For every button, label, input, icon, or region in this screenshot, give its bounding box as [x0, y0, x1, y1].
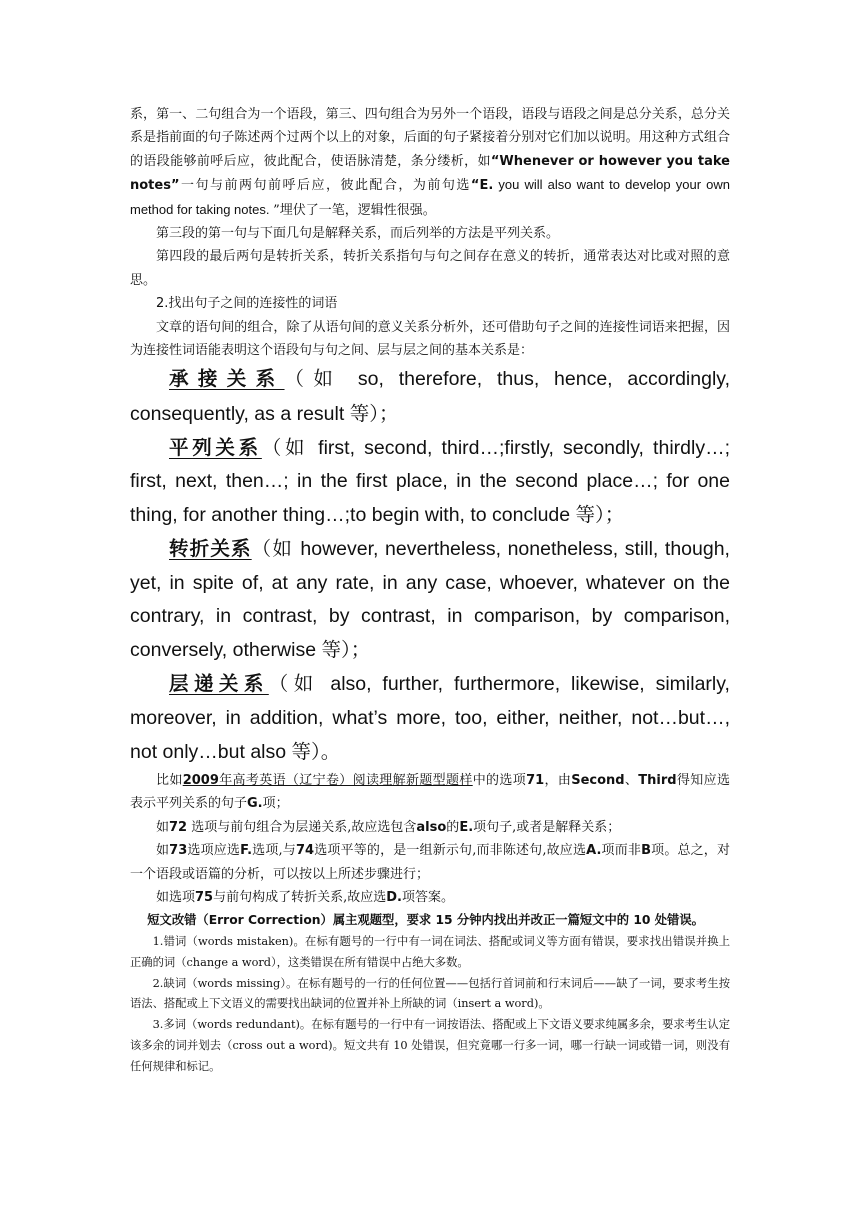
text: （如 [268, 672, 331, 696]
relation-words: also, further, furthermore, likewise, similarly, moreover, in addition, what’s more, too, either, neither, not…but…, not only…but also [130, 673, 730, 763]
relation-contrast [130, 532, 730, 667]
option-letter: G. [247, 796, 263, 812]
paragraph-intro [130, 103, 730, 222]
text: 等）； [575, 503, 625, 527]
error-type-redundant: 3.多词（words redundant)。在标有题号的一行中有一词按语法、搭配或上下文语义要求纯属多余，要求考生认定该多余的词并划去（cross out a word)。短文共有 10 处错误，但究竟哪一行多一词，哪一行缺一词或错一词，则没有任何规律和标记。 [130, 1018, 730, 1073]
quote-whenever: “Whenever or however you take notes” [130, 153, 730, 194]
example-73 [130, 839, 730, 886]
option-letter: D. [386, 889, 402, 905]
exam-title: 年高考英语（辽宁卷）阅读理解新题型题样 [218, 772, 473, 788]
text: 选项,与 [252, 843, 296, 859]
text: 中的选项 [472, 772, 527, 788]
text: （如 [251, 537, 301, 561]
text: 的 [446, 819, 460, 835]
example-71 [130, 769, 730, 816]
year: 2009 [182, 772, 219, 788]
text: （如 [261, 435, 319, 459]
text: 项句子,或者是解释关系； [473, 819, 621, 835]
relation-continuation [130, 362, 730, 430]
relation-label: 承接关系 [169, 367, 285, 391]
text: （如 [284, 367, 358, 391]
document-body [130, 103, 730, 1077]
text: 比如 [156, 772, 183, 788]
text: 一句与前两句前呼后应，彼此配合，为前句选 [179, 178, 471, 194]
option-letter: B [641, 843, 651, 859]
example-75 [130, 886, 730, 909]
text: 选项应选 [187, 843, 241, 859]
text: 选项与前句组合为层递关系,故应选包含 [191, 819, 417, 835]
text: 得知应选表示平列关系的句子 [130, 772, 730, 812]
keyword: Third [638, 772, 677, 788]
option-e-label: “E. [470, 178, 494, 194]
relation-label: 平列关系 [169, 435, 262, 459]
paragraph-third-section: 第三段的第一句与下面几句是解释关系，而后列举的方法是平列关系。 [156, 226, 560, 242]
text: 、 [624, 772, 639, 788]
text: ，由 [544, 772, 572, 788]
text: 项； [262, 796, 289, 812]
text: 如 [156, 819, 170, 835]
option-e-text: you will also want to develop your own method for taking notes. [130, 177, 730, 217]
text: 等）； [349, 401, 399, 425]
error-type-missing: 2.缺词（words missing）。在标有题号的一行的任何位置——包括行首词前和行末词后——缺了一词，要求考生按语法、搭配或上下文语义的需要找出缺词的位置并补上所缺的词（insert a word)。 [130, 976, 730, 1011]
text: 如 [156, 843, 170, 859]
paragraph-fourth-section: 第四段的最后两句是转折关系，转折关系指句与句之间存在意义的转折，通常表达对比或对照的意思。 [130, 249, 730, 288]
text: 等）。 [291, 739, 341, 763]
section-heading-2: 2.找出句子之间的连接性的词语 [156, 296, 338, 312]
text: 等）； [321, 638, 371, 662]
text: 项而非 [601, 843, 642, 859]
relation-words: so, therefore, thus, hence, accordingly, consequently, as a result [130, 368, 730, 425]
relation-words: first, second, third…;firstly, secondly, thirdly…; first, next, then…; in the first place, in the second place…; for one thing, for another thing…;to begin with, to conclude [130, 436, 730, 527]
text: 系，第一、二句组合为一个语段，第三、四句组合为另外一个语段，语段与语段之间是总分关系，总分关系是指前面的句子陈述两个过两个以上的对象，后面的句子紧接着分别对它们加以说明。用这种方式组合的语段能够前呼后应，彼此配合，使语脉清楚，条分缕析，如 [130, 107, 730, 169]
relation-progressive [130, 667, 730, 769]
option-letter: A. [586, 843, 602, 859]
text: 项。总之，对一个语段或语篇的分析，可以按以上所述步骤进行； [130, 843, 730, 882]
relation-parallel [130, 431, 730, 533]
keyword: also [416, 819, 447, 835]
option-letter: F. [240, 843, 253, 859]
option-number: 71 [526, 772, 545, 788]
text: 项答案。 [401, 889, 454, 905]
option-number: 75 [195, 889, 214, 905]
paragraph-connectives-intro: 文章的语句间的组合，除了从语句间的意义关系分析外，还可借助句子之间的连接性词语来把握，因为连接性词语能表明这个语段句与句之间、层与层之间的基本关系是： [130, 319, 730, 359]
example-72 [130, 816, 730, 839]
keyword: Second [571, 772, 625, 788]
option-number: 74 [295, 843, 315, 859]
text: 与前句构成了转折关系,故应选 [213, 889, 387, 905]
text: 选项平等的，是一组新示句,而非陈述句,故应选 [314, 843, 587, 859]
option-number: 73 [169, 843, 188, 859]
relation-words: however, nevertheless, nonetheless, still, though, yet, in spite of, at any rate, in any case, whoever, whatever on the contrary, in contrast, by contrast, in comparison, by comparison, conversely, otherwise [130, 538, 730, 662]
text: ”埋伏了一笔，逻辑性很强。 [273, 202, 436, 218]
error-type-mistaken: 1.错词（words mistaken)。在标有题号的一行中有一词在词法、搭配或词义等方面有错误，要求找出错误并换上正确的词（change a word），这类错误在所有错误中占绝大多数。 [130, 935, 730, 970]
relation-label: 转折关系 [169, 537, 252, 561]
relation-label: 层递关系 [169, 672, 269, 696]
error-correction-heading: 短文改错（Error Correction）属主观题型，要求 15 分钟内找出并改正一篇短文中的 10 处错误。 [147, 913, 704, 928]
option-number: 72 [169, 819, 188, 835]
option-letter: E. [459, 819, 474, 835]
text: 如选项 [156, 889, 196, 905]
